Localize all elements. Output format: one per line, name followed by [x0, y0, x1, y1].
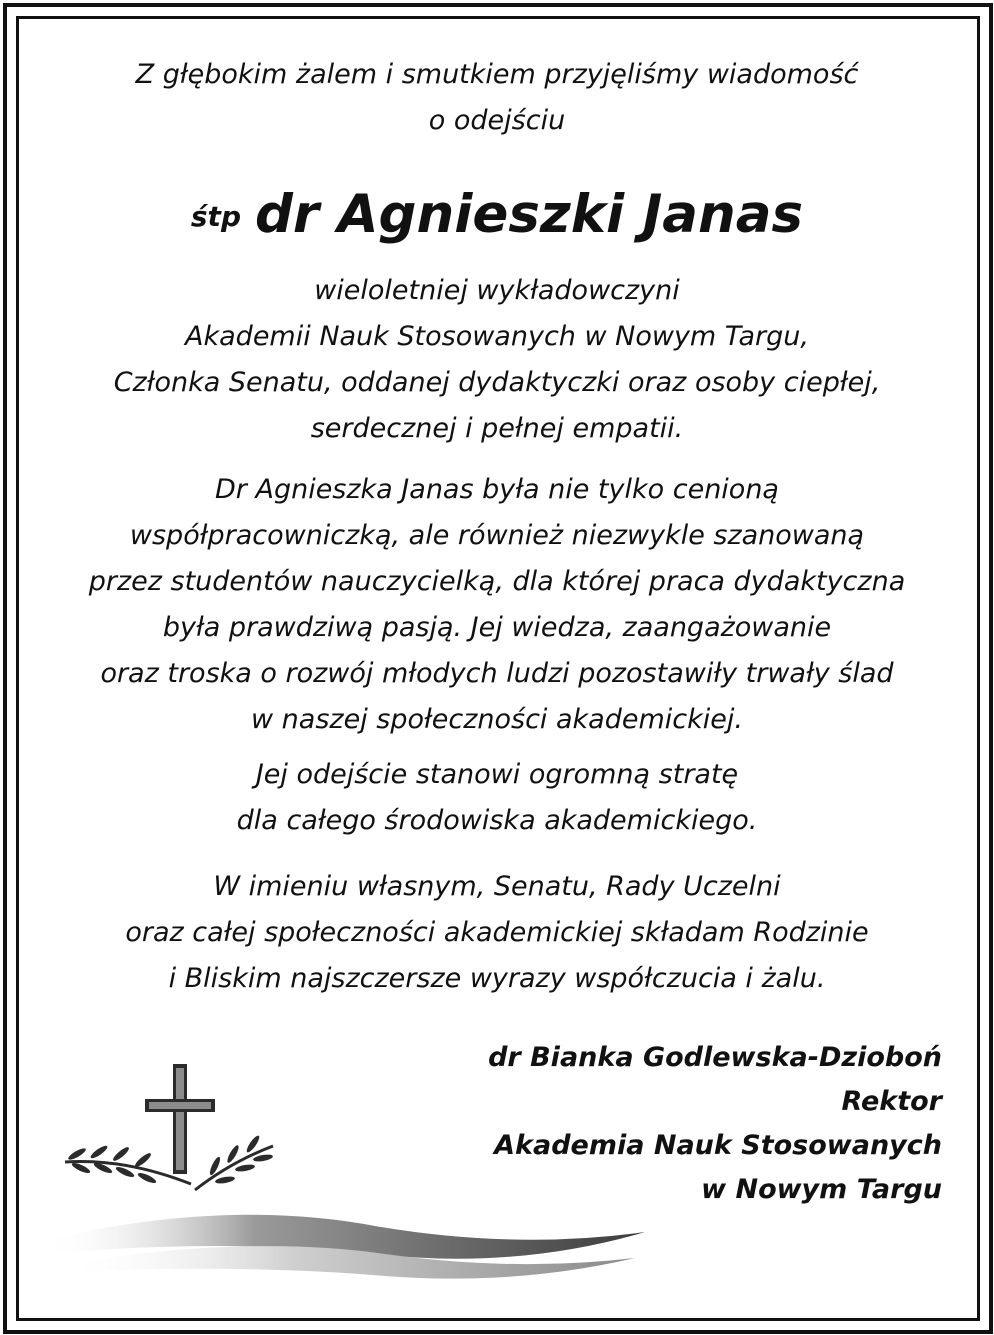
description-line: serdecznej i pełnej empatii.	[310, 413, 684, 444]
deceased-name	[0, 180, 994, 252]
condolences-line: W imieniu własnym, Senatu, Rady Uczelni	[213, 871, 781, 902]
tribute-text	[0, 467, 994, 743]
cross-icon	[145, 1064, 215, 1174]
condolences-line: i Bliskim najszczersze wyrazy współczucia i żalu.	[168, 963, 826, 994]
institution-location: w Nowym Targu	[701, 1174, 942, 1205]
left-branch-icon	[65, 1144, 191, 1185]
signatory-name: dr Bianka Godlewska-Dzioboń	[488, 1042, 942, 1073]
name-prefix: śtp	[190, 200, 241, 233]
description-text	[0, 268, 994, 452]
tribute-line: była prawdziwą pasją. Jej wiedza, zaangażowanie	[162, 612, 832, 643]
signatory-title: Rektor	[841, 1086, 942, 1117]
condolences-text	[0, 864, 994, 1002]
tribute-line: oraz troska o rozwój młodych ludzi pozostawiły trwały ślad	[100, 658, 894, 689]
tribute-line: Dr Agnieszka Janas była nie tylko cenioną	[215, 474, 779, 505]
description-line: Akademii Nauk Stosowanych w Nowym Targu,	[185, 321, 809, 352]
name-text: dr Agnieszki Janas	[254, 184, 804, 245]
description-line: wieloletniej wykładowczyni	[314, 275, 680, 306]
loss-line: dla całego środowiska akademickiego.	[236, 805, 758, 836]
tribute-line: w naszej społeczności akademickiej.	[251, 704, 743, 735]
intro-line: o odejściu	[428, 105, 566, 136]
cross-with-branches-icon	[45, 1058, 665, 1288]
intro-text	[0, 52, 994, 144]
condolences-line: oraz całej społeczności akademickiej składam Rodzinie	[125, 917, 869, 948]
loss-line: Jej odejście stanowi ogromną stratę	[255, 759, 739, 790]
tribute-line: przez studentów nauczycielką, dla której praca dydaktyczna	[88, 566, 906, 597]
right-branch-icon	[195, 1134, 273, 1190]
institution-name: Akademia Nauk Stosowanych	[494, 1130, 942, 1161]
loss-text	[0, 752, 994, 844]
description-line: Członka Senatu, oddanej dydaktyczki oraz osoby ciepłej,	[113, 367, 881, 398]
intro-line: Z głębokim żalem i smutkiem przyjęliśmy wiadomość	[135, 59, 859, 90]
tribute-line: współpracowniczką, ale również niezwykle szanowaną	[129, 520, 865, 551]
